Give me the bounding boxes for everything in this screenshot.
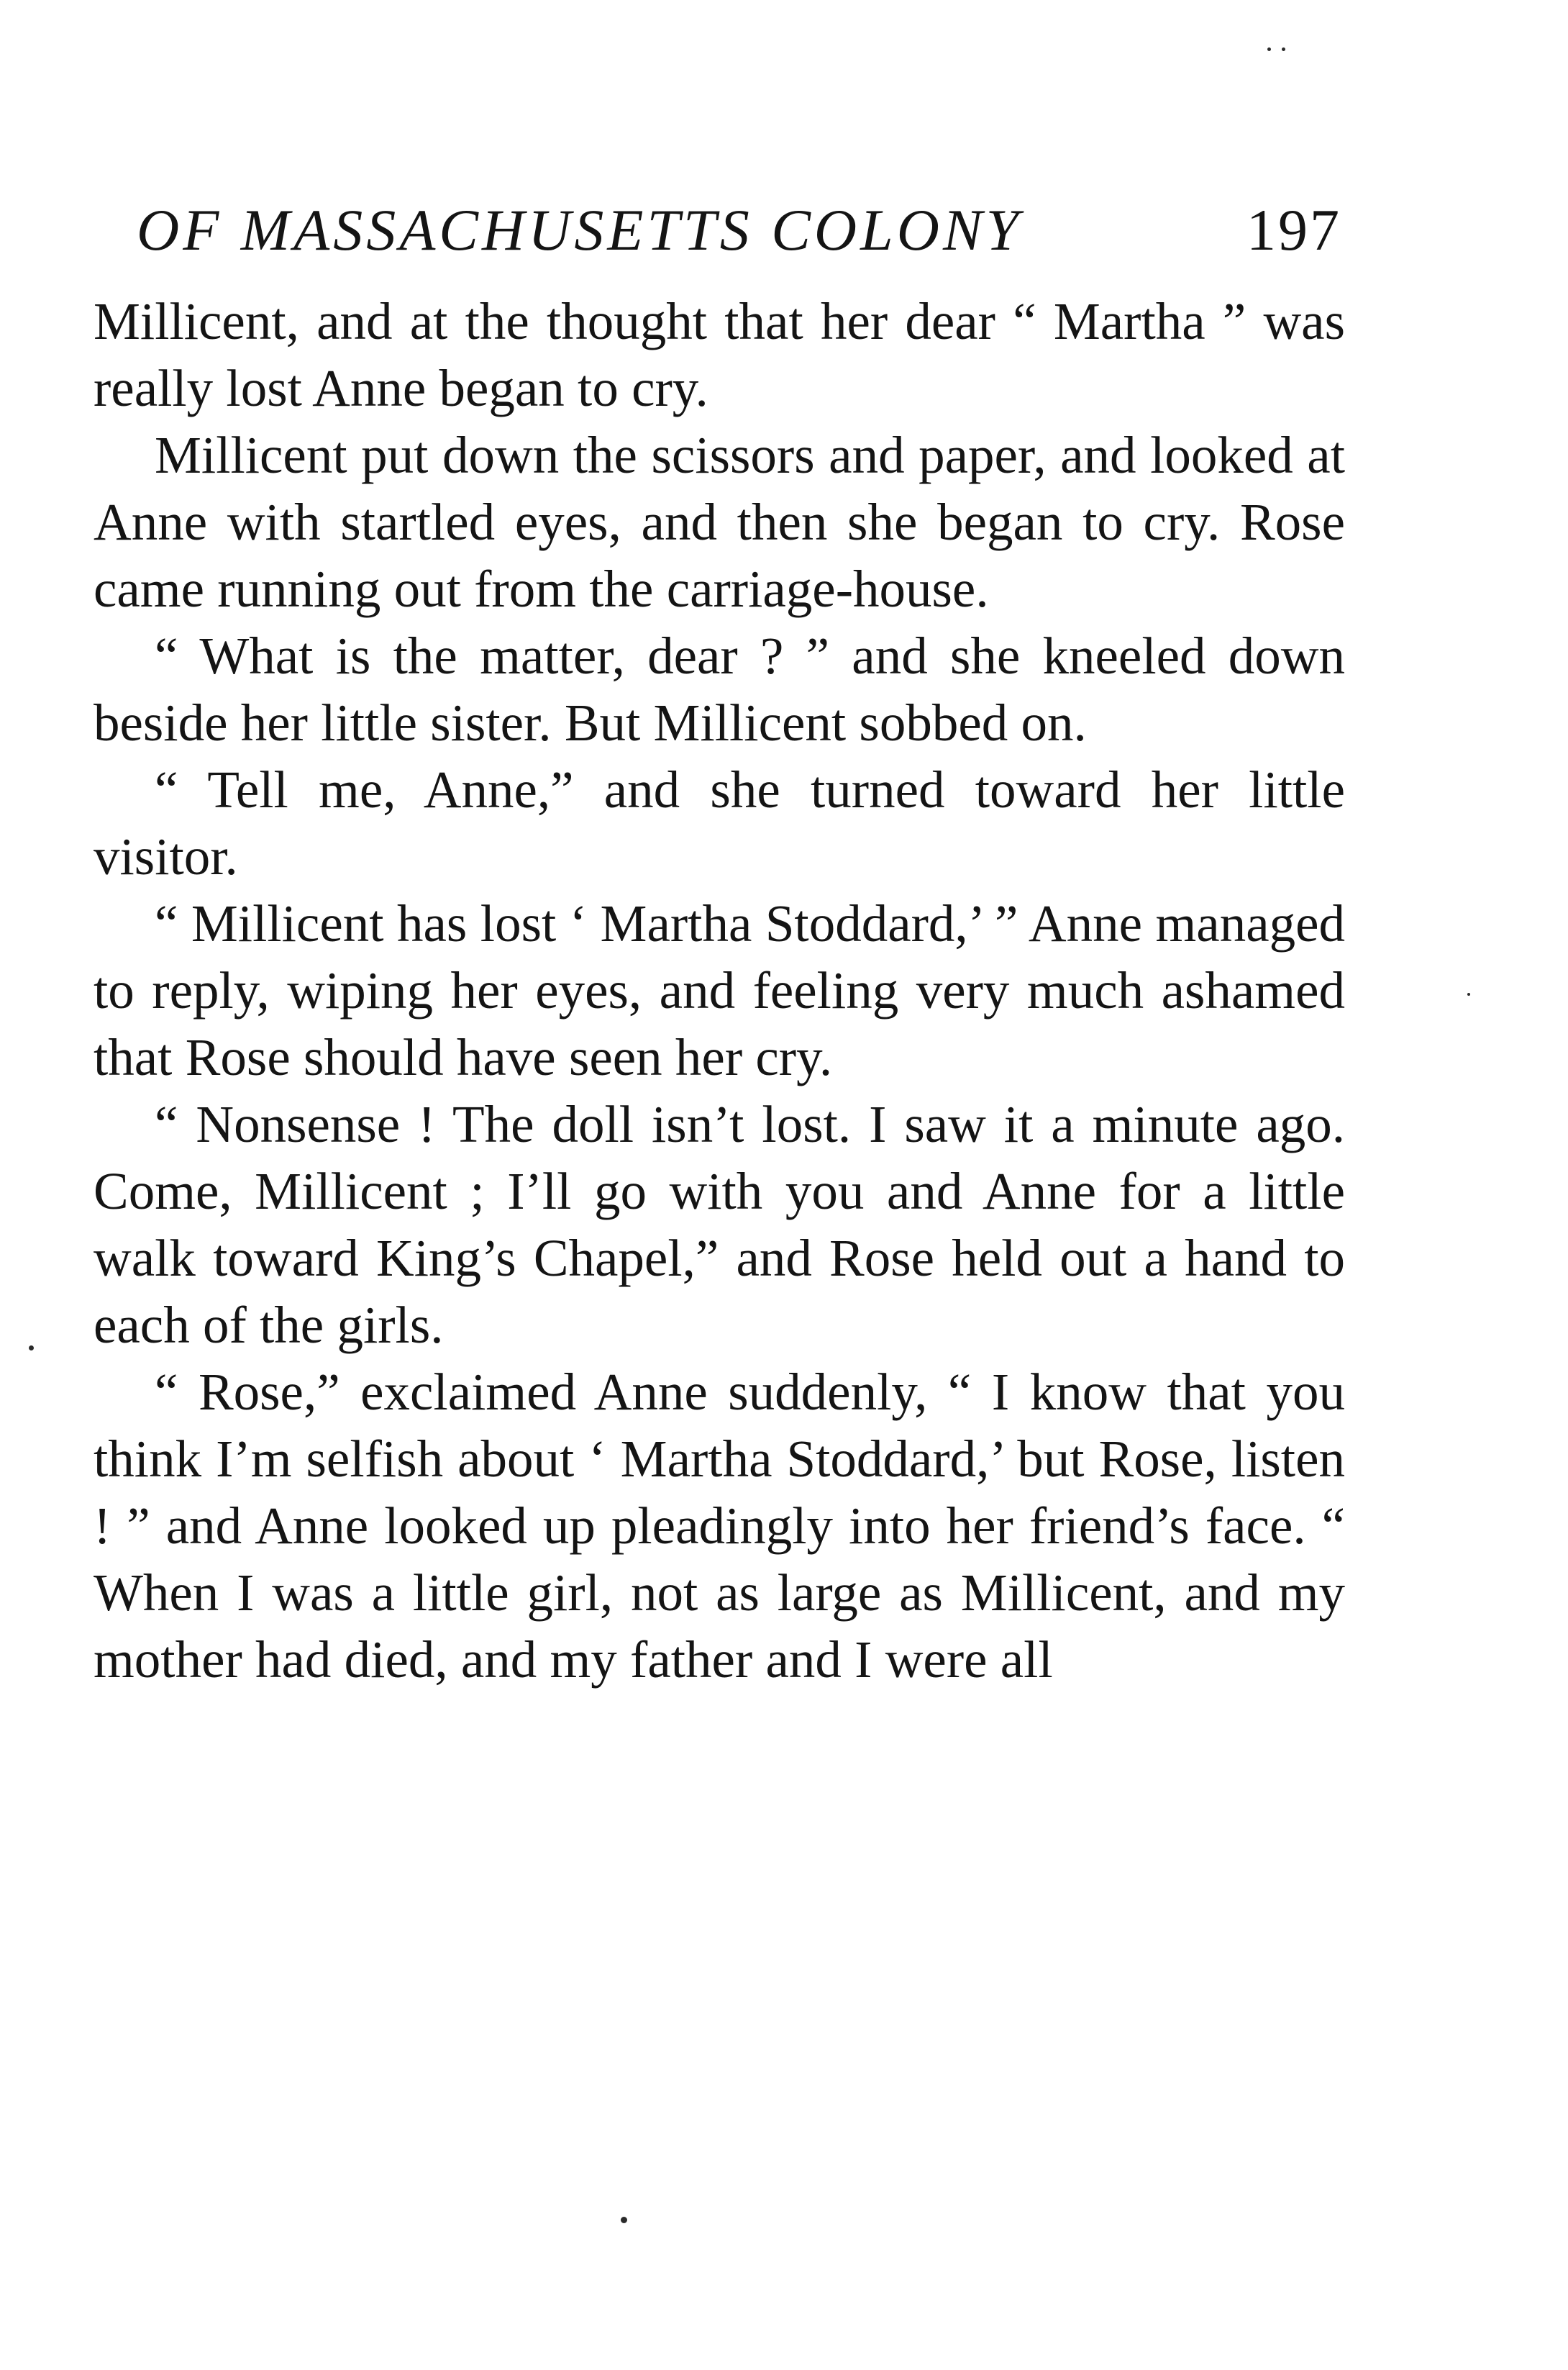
body-text — [94, 288, 1345, 1693]
paragraph: “ Millicent has lost ‘ Martha Stoddard,’ ” Anne managed to reply, wiping her eyes, and feeling very much ashamed that Rose should have seen her cry. — [94, 894, 1345, 1086]
scan-speck — [1282, 47, 1285, 51]
scan-speck — [1267, 47, 1271, 51]
paragraph: Millicent put down the scissors and paper, and looked at Anne with startled eyes, and then she began to cry. Rose came running out from the carriage-house. — [94, 426, 1345, 618]
running-head — [137, 191, 1341, 284]
scan-speck — [621, 2217, 627, 2223]
paragraph: “ Nonsense ! The doll isn’t lost. I saw it a minute ago. Come, Millicent ; I’ll go with you and Anne for a little walk toward King’s Chapel,” and Rose held out a hand to each of the girls. — [94, 1095, 1345, 1354]
running-title: OF MASSACHUSETTS COLONY — [137, 197, 1023, 263]
paragraph: “ Rose,” exclaimed Anne suddenly, “ I know that you think I’m selfish about ‘ Martha Stoddard,’ but Rose, listen ! ” and Anne looked up pleadingly into her friend’s face. “ When I was a little girl, not as large as Millicent, and my mother had died, and my father and I were all — [94, 1363, 1345, 1689]
scan-speck — [1467, 993, 1470, 996]
paragraph-continued: Millicent, and at the thought that her dear “ Martha ” was really lost Anne began to cry. — [94, 292, 1345, 417]
scan-speck — [29, 1345, 34, 1350]
paragraph: “ What is the matter, dear ? ” and she kneeled down beside her little sister. But Millicent sobbed on. — [94, 627, 1345, 752]
page-number: 197 — [1246, 197, 1341, 263]
paragraph: “ Tell me, Anne,” and she turned toward her little visitor. — [94, 761, 1345, 886]
